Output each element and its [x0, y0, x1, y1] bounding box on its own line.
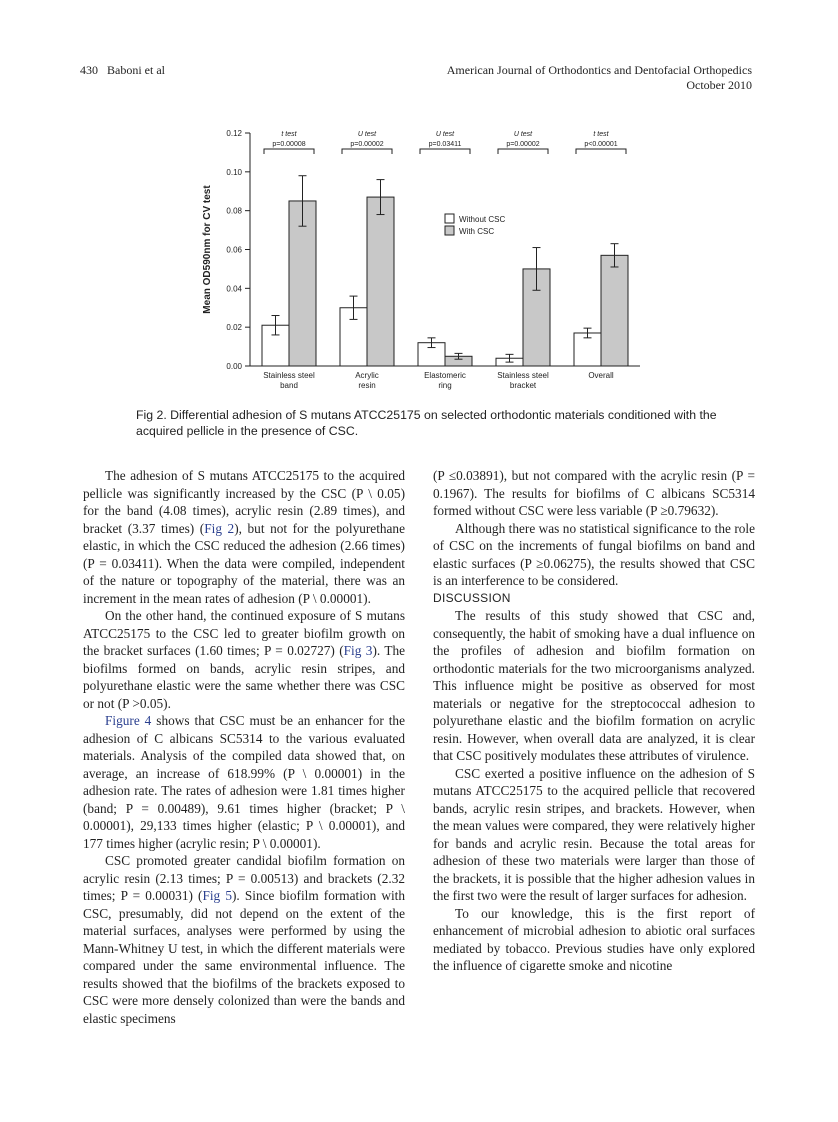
legend-label: Without CSC: [459, 215, 506, 224]
paragraph: On the other hand, the continued exposure of S mutans ATCC25175 to the CSC led to greater biofilm growth on the bracket surfaces (1.60 times; P = 0.02727) (Fig 3). The biofilms formed on bands, acrylic resin stripes, and polyurethane elastic were the same whether there was CSC or not (P >0.05).: [83, 608, 406, 711]
bar-with-csc: [601, 255, 628, 366]
y-tick-label: 0.08: [226, 206, 242, 216]
issue-date: October 2010: [686, 78, 752, 92]
test-name-label: t test: [281, 131, 297, 138]
p-value-label: p=0.03411: [428, 141, 462, 148]
paragraph: Although there was no statistical significance to the role of CSC on the increments of fungal biofilms on band and elastic surfaces (P ≥0.06275), the results showed that CSC is an interference to be considered.: [433, 520, 755, 588]
y-axis-label: Mean OD590nm for CV test: [202, 185, 213, 314]
page-number: 430: [80, 63, 98, 77]
right-column: [433, 467, 755, 975]
figure-link[interactable]: Figure 4: [105, 713, 152, 728]
p-value-label: p=0.00002: [506, 141, 540, 148]
left-column: [83, 467, 405, 1027]
p-value-label: p=0.00008: [272, 141, 306, 148]
paragraph: (P ≤0.03891), but not compared with the acrylic resin (P = 0.1967). The results for biofilms of C albicans SC5314 formed without CSC were less variable (P ≥0.79632).: [433, 468, 755, 518]
legend-label: With CSC: [459, 227, 495, 236]
test-name-label: U test: [435, 131, 455, 138]
x-tick-label: Overall: [588, 371, 614, 380]
y-tick-label: 0.02: [226, 323, 242, 333]
significance-bracket: [342, 149, 392, 154]
significance-bracket: [576, 149, 626, 154]
paragraph: The adhesion of S mutans ATCC25175 to the acquired pellicle was significantly increased by the CSC (P \ 0.05) for the band (4.08 times), acrylic resin (2.89 times), and bracket (3.37 times) (Fig 2), but not for the polyurethane elastic, in which the CSC reduced the adhesion (2.66 times) (P = 0.03411). When the data were compiled, independent of the nature or topography of the material, there was an increment in the mean rates of adhesion (P \ 0.00001).: [83, 468, 405, 606]
x-tick-label: Elastomeric: [424, 371, 466, 380]
x-tick-label: band: [280, 381, 298, 390]
x-tick-label: resin: [358, 381, 376, 390]
legend-swatch: [445, 226, 454, 235]
significance-bracket: [264, 149, 314, 154]
bar-chart-figure: [190, 118, 650, 398]
x-tick-label: ring: [438, 381, 452, 390]
y-tick-label: 0.06: [226, 245, 242, 255]
paragraph: Figure 4 shows that CSC must be an enhancer for the adhesion of C albicans SC5314 to the various evaluated materials. Analysis of the compiled data showed that, on average, an increase of 618.99% (P \ 0.00001) in the adhesion rate. The rates of adhesion were 1.81 times higher (band; P = 0.00489), 9.61 times higher (bracket; P \ 0.00001), 29,133 times higher (elastic; P \ 0.00001), and 177 times higher (acrylic resin; P \ 0.00001).: [83, 713, 405, 851]
figure-link[interactable]: Fig 5: [202, 888, 232, 903]
x-tick-label: bracket: [509, 381, 537, 390]
test-name-label: U test: [357, 131, 377, 138]
legend-swatch: [445, 214, 454, 223]
significance-bracket: [498, 149, 548, 154]
running-header-left: [80, 63, 165, 78]
paragraph: To our knowledge, this is the first report of enhancement of microbial adhesion to abiotic oral surfaces mediated by tobacco. Previous studies have only explored the influence of cigarette smoke and nicotine: [433, 905, 755, 973]
p-value-label: p=0.00002: [350, 141, 384, 148]
running-header-right: [447, 63, 752, 93]
y-tick-label: 0.10: [226, 167, 242, 177]
p-value-label: p<0.00001: [584, 141, 618, 148]
figure-link[interactable]: Fig 3: [343, 643, 373, 658]
figure-caption: Fig 2. Differential adhesion of S mutans ATCC25175 on selected orthodontic materials conditioned with the acquired pellicle in the presence of CSC.: [136, 408, 717, 438]
figure-link[interactable]: Fig 2: [204, 520, 235, 536]
bar-with-csc: [367, 197, 394, 366]
test-name-label: t test: [593, 131, 609, 138]
x-tick-label: Stainless steel: [263, 371, 315, 380]
y-tick-label: 0.04: [226, 284, 242, 294]
y-tick-label: 0.00: [226, 362, 242, 371]
section-heading: DISCUSSION: [433, 590, 511, 605]
significance-bracket: [420, 149, 470, 154]
y-tick-label: 0.12: [226, 129, 242, 138]
paragraph: The results of this study showed that CSC and, consequently, the habit of smoking have a dual influence on the profiles of adhesion and biofilm formation on orthodontic materials for the two microorganisms analyzed. This influence might be positive as observed for most materials or negative for the streptococcal adhesion to polyurethane elastic and the biofilm formation on acrylic resin. However, when overall data are analyzed, it is clear that CSC positively modulates these attributes of virulence.: [433, 608, 755, 763]
test-name-label: U test: [513, 131, 533, 138]
x-tick-label: Acrylic: [355, 371, 379, 380]
x-tick-label: Stainless steel: [497, 371, 549, 380]
authors: Baboni et al: [107, 63, 165, 77]
journal-title: American Journal of Orthodontics and Dentofacial Orthopedics: [446, 63, 752, 77]
paragraph: CSC exerted a positive influence on the adhesion of S mutans ATCC25175 to the acquired pellicle that recovered bands, acrylic resin stripes, and brackets. However, when the mean values were compared, they were relatively higher for bands and acrylic resin. Because the total areas for adhesion of these two materials were larger than those of the brackets, it is possible that the higher adhesion values in the first two were the result of larger surfaces for adhesion.: [433, 765, 755, 903]
paragraph: CSC promoted greater candidal biofilm formation on acrylic resin (2.13 times; P = 0.00513) and brackets (2.32 times; P = 0.00031) (Fig 5). Since biofilm formation with CSC, presumably, did not depend on the extent of the material surfaces, analyses were performed by using the Mann-Whitney U test, in which the different materials were compared under the same environmental influence. The results showed that the biofilms of the brackets exposed to CSC were more densely colonized than were the bands and elastic specimens: [83, 853, 405, 1026]
